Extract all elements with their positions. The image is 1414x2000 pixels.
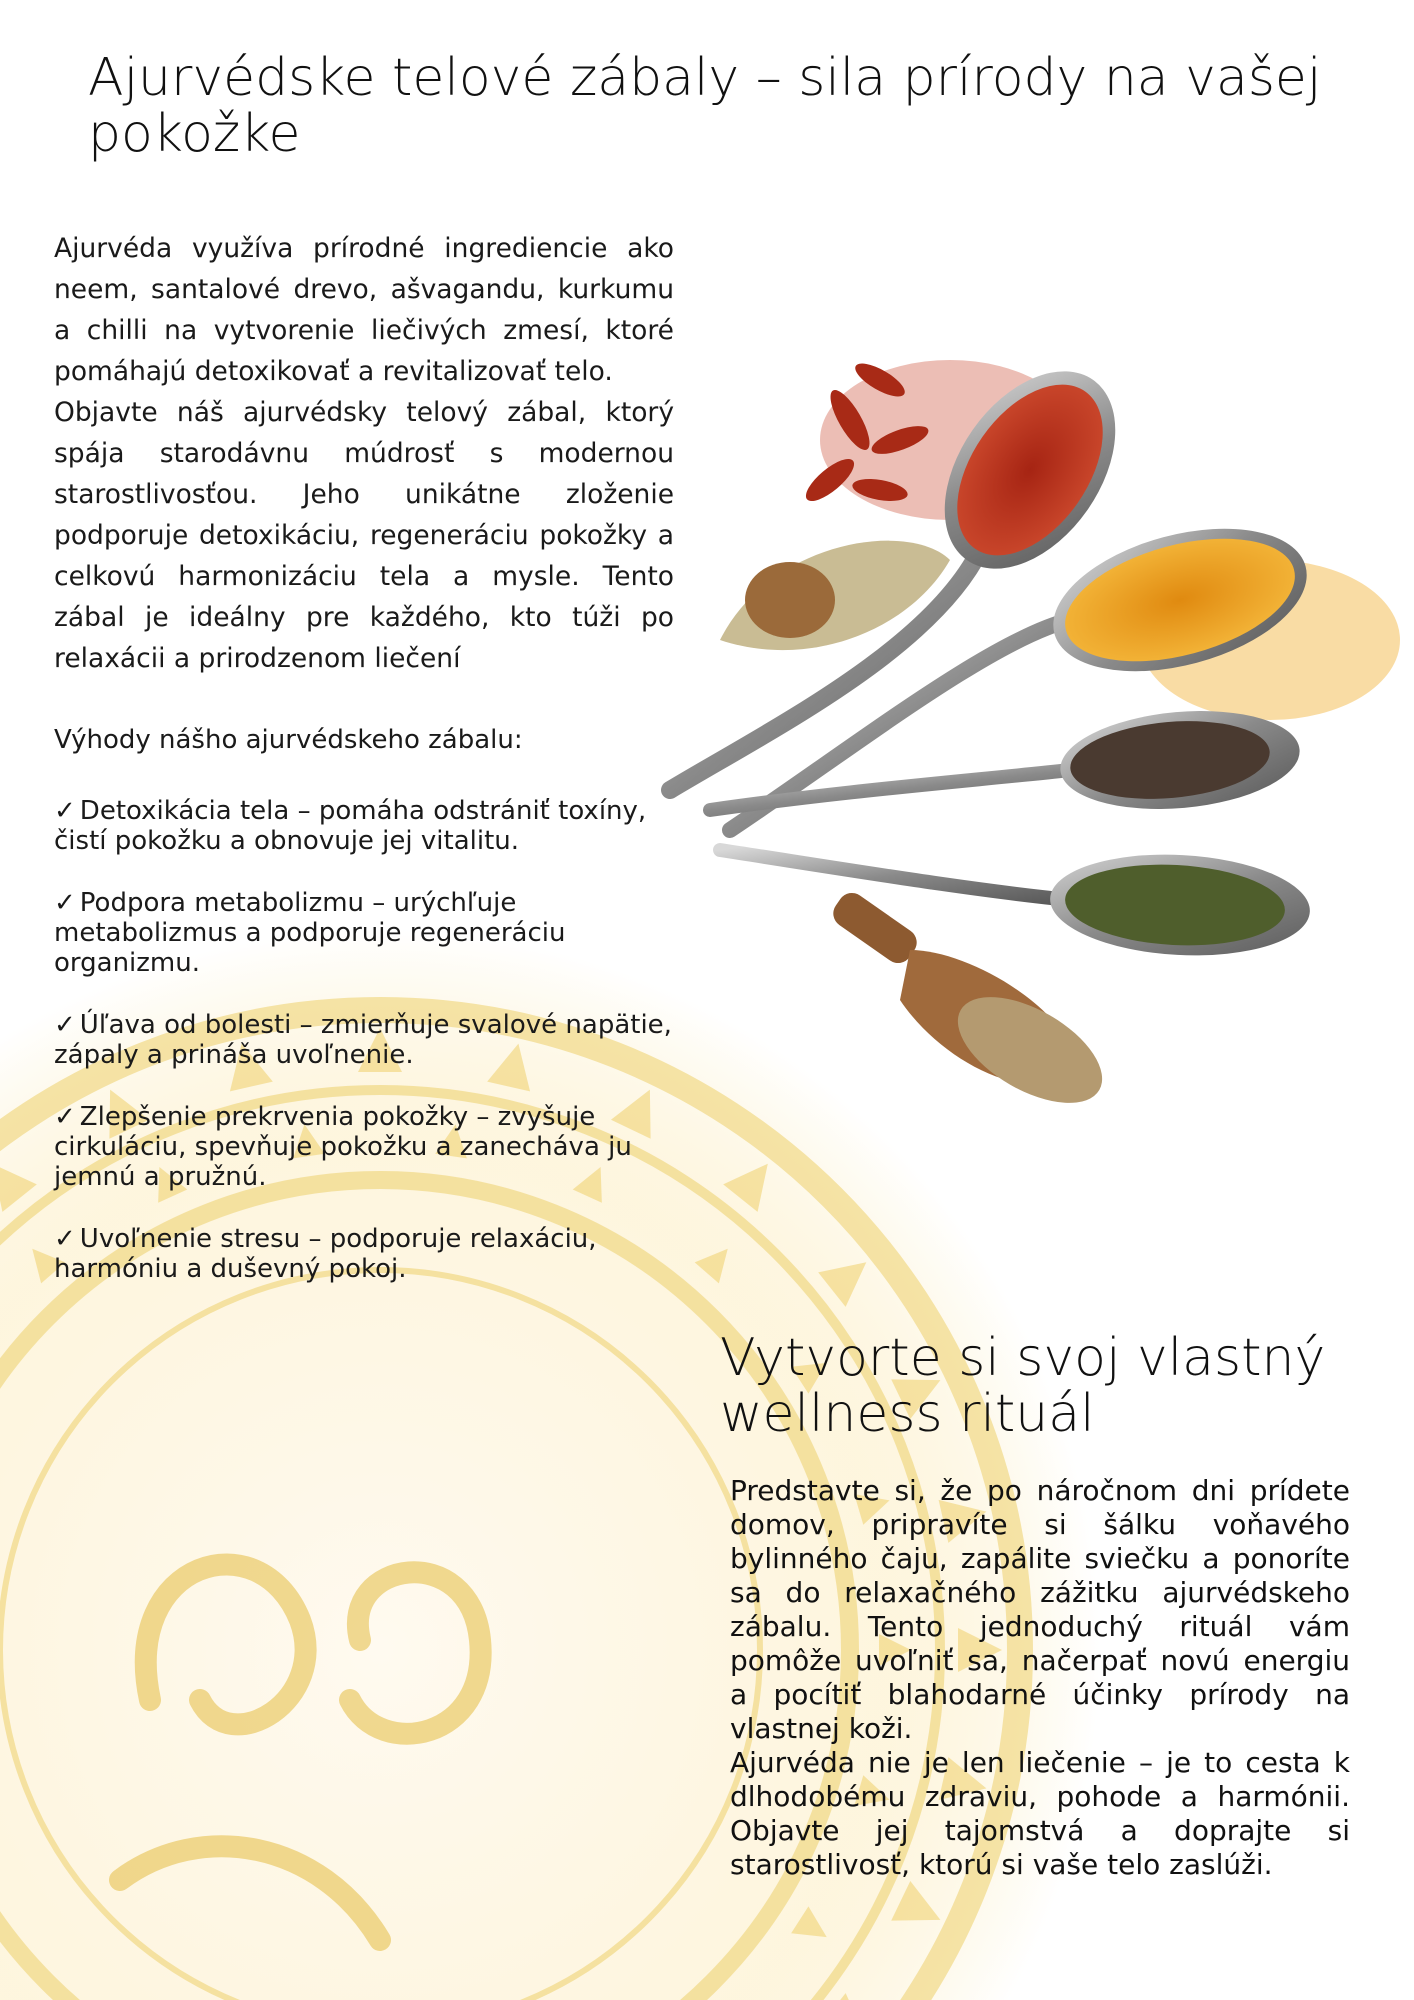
- benefits-list: [54, 796, 694, 1316]
- ritual-text: [730, 1474, 1350, 1882]
- herb-spoon: [720, 848, 1312, 961]
- intro-paragraph-2: Objavte náš ajurvédsky telový zábal, ktorý spája starodávnu múdrosť s modernou starostlivosťou. Jeho unikátne zloženie podporuje detoxikáciu, regeneráciu pokožky a celkovú harmonizáciu tela a mysle. Tento zábal je ideálny pre každého, kto túži po relaxácii a prirodzenom liečení: [54, 397, 674, 674]
- list-item: ✓ Detoxikácia tela – pomáha odstrániť toxíny, čistí pokožku a obnovuje jej vitalitu.: [54, 796, 647, 856]
- list-item: ✓ Podpora metabolizmu – urýchľuje metabolizmus a podporuje regeneráciu organizmu.: [54, 888, 566, 978]
- intro-paragraph-1: Ajurvéda využíva prírodné ingrediencie ako neem, santalové drevo, ašvagandu, kurkumu a chilli na vytvorenie liečivých zmesí, ktoré pomáhajú detoxikovať a revitalizovať telo.: [54, 233, 674, 387]
- list-item: ✓ Úľava od bolesti – zmierňuje svalové napätie, zápaly a prináša uvoľnenie.: [54, 1010, 672, 1070]
- ritual-heading: Vytvorte si svoj vlastný wellness rituál: [720, 1328, 1326, 1444]
- list-item: ✓ Uvoľnenie stresu – podporuje relaxáciu, harmóniu a duševný pokoj.: [54, 1224, 597, 1284]
- check-icon: ✓: [54, 1224, 76, 1254]
- nutmeg: [745, 562, 835, 638]
- intro-text: [54, 228, 674, 679]
- check-icon: ✓: [54, 1010, 76, 1040]
- spices-illustration: [650, 350, 1410, 1150]
- check-icon: ✓: [54, 888, 76, 918]
- ritual-paragraph-2: Ajurvéda nie je len liečenie – je to cesta k dlhodobému zdraviu, pohode a harmónii. Objavte jej tajomstvá a doprajte si starostlivosť, ktorú si vaše telo zaslúži.: [730, 1746, 1350, 1881]
- list-item: ✓ Zlepšenie prekrvenia pokožky – zvyšuje cirkuláciu, spevňuje pokožku a zanecháva ju jemnú a pružnú.: [54, 1102, 632, 1192]
- check-icon: ✓: [54, 796, 76, 826]
- check-icon: ✓: [54, 1102, 76, 1132]
- page-title: Ajurvédske telové zábaly – sila prírody na vašej pokožke: [88, 48, 1322, 164]
- benefits-heading: Výhody nášho ajurvédskeho zábalu:: [54, 725, 523, 755]
- ritual-paragraph-1: Predstavte si, že po náročnom dni prídete domov, pripravíte si šálku voňavého bylinného čaju, zapálite sviečku a ponoríte sa do relaxačného zážitku ajurvédskeho zábalu. Tento jednoduchý rituál vám pomôže uvoľniť sa, načerpať novú energiu a pocítiť blahodarné účinky prírody na vlastnej koži.: [730, 1474, 1350, 1745]
